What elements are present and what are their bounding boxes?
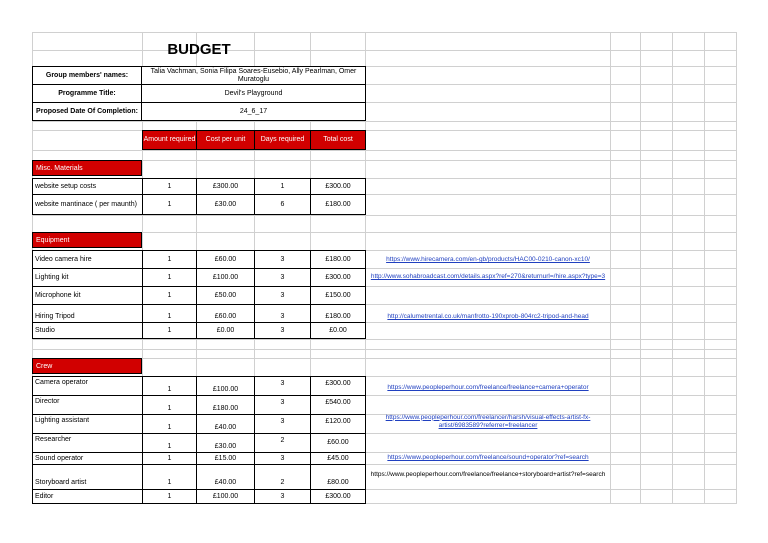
equipment-total[interactable]: £300.00 [310, 268, 366, 287]
grid-line [32, 121, 736, 122]
page-title: BUDGET [167, 40, 231, 58]
crew-total[interactable]: £60.00 [310, 433, 366, 453]
crew-total[interactable]: £300.00 [310, 376, 366, 396]
crew-cost[interactable]: £30.00 [196, 433, 255, 453]
grid-line [32, 215, 736, 216]
crew-amount[interactable]: 1 [142, 395, 197, 415]
equipment-item[interactable]: Video camera hire [32, 250, 143, 269]
grid-line [704, 32, 705, 504]
equipment-amount[interactable]: 1 [142, 250, 197, 269]
crew-days[interactable]: 2 [254, 433, 311, 453]
equipment-cost[interactable]: £0.00 [196, 322, 255, 339]
date-value[interactable]: 24_6_17 [141, 102, 366, 121]
crew-link[interactable]: https://www.peopleperhour.com/freelance/freelance+storyboard+artist?ref=search [370, 471, 606, 478]
grid-line [640, 32, 641, 504]
header-days: Days required [254, 130, 311, 150]
crew-total[interactable]: £80.00 [310, 464, 366, 490]
grid-line [32, 50, 736, 51]
grid-line [32, 339, 736, 340]
misc-item[interactable]: website setup costs [32, 178, 143, 195]
crew-item[interactable]: Sound operator [32, 452, 143, 465]
crew-amount[interactable]: 1 [142, 376, 197, 396]
equipment-link[interactable]: http://www.sohabroadcast.com/details.aspx?ref=270&returnurl=/hire.aspx?type=3 [370, 273, 606, 280]
header-amount: Amount required [142, 130, 197, 150]
misc-cost[interactable]: £300.00 [196, 178, 255, 195]
crew-amount[interactable]: 1 [142, 452, 197, 465]
crew-amount[interactable]: 1 [142, 489, 197, 504]
equipment-amount[interactable]: 1 [142, 268, 197, 287]
crew-link[interactable]: https://www.peopleperhour.com/freelance/sound+operator?ref=search [387, 454, 589, 461]
equipment-days[interactable]: 3 [254, 286, 311, 305]
misc-amount[interactable]: 1 [142, 178, 197, 195]
grid-line [32, 150, 736, 151]
crew-link[interactable]: https://www.peopleperhour.com/freelance/freelance+camera+operator [387, 384, 589, 391]
grid-line [32, 130, 736, 131]
misc-days[interactable]: 6 [254, 194, 311, 215]
equipment-amount[interactable]: 1 [142, 322, 197, 339]
crew-days[interactable]: 3 [254, 489, 311, 504]
equipment-total[interactable]: £180.00 [310, 250, 366, 269]
crew-amount[interactable]: 1 [142, 414, 197, 434]
grid-line [32, 349, 736, 350]
crew-cost[interactable]: £180.00 [196, 395, 255, 415]
equipment-total[interactable]: £0.00 [310, 322, 366, 339]
equipment-total[interactable]: £180.00 [310, 304, 366, 323]
crew-days[interactable]: 3 [254, 395, 311, 415]
crew-item[interactable]: Storyboard artist [32, 464, 143, 490]
crew-cost[interactable]: £100.00 [196, 489, 255, 504]
equipment-amount[interactable]: 1 [142, 286, 197, 305]
crew-cost[interactable]: £40.00 [196, 464, 255, 490]
equipment-link[interactable]: http://calumetrental.co.uk/manfrotto-190xprob-804rc2-tripod-and-head [387, 313, 589, 320]
section-misc: Misc. Materials [32, 160, 142, 176]
equipment-item[interactable]: Microphone kit [32, 286, 143, 305]
crew-total[interactable]: £300.00 [310, 489, 366, 504]
equipment-total[interactable]: £150.00 [310, 286, 366, 305]
crew-days[interactable]: 3 [254, 452, 311, 465]
equipment-cost[interactable]: £50.00 [196, 286, 255, 305]
grid-line [736, 32, 737, 504]
crew-total[interactable]: £120.00 [310, 414, 366, 434]
equipment-days[interactable]: 3 [254, 268, 311, 287]
section-equipment: Equipment [32, 232, 142, 248]
misc-cost[interactable]: £30.00 [196, 194, 255, 215]
programme-value[interactable]: Devil's Playground [141, 84, 366, 103]
crew-cost[interactable]: £100.00 [196, 376, 255, 396]
equipment-item[interactable]: Studio [32, 322, 143, 339]
crew-amount[interactable]: 1 [142, 464, 197, 490]
equipment-item[interactable]: Lighting kit [32, 268, 143, 287]
section-crew: Crew [32, 358, 142, 374]
equipment-link[interactable]: https://www.hirecamera.com/en-gb/products/HAC00-0210-canon-xc10/ [386, 256, 590, 263]
crew-days[interactable]: 3 [254, 414, 311, 434]
misc-days[interactable]: 1 [254, 178, 311, 195]
misc-amount[interactable]: 1 [142, 194, 197, 215]
equipment-amount[interactable]: 1 [142, 304, 197, 323]
crew-item[interactable]: Lighting assistant [32, 414, 143, 434]
grid-line [610, 32, 611, 504]
grid-line [32, 32, 736, 33]
programme-label: Programme Title: [32, 84, 142, 103]
crew-link[interactable]: https://www.peopleperhour.com/freelancer/harsh/visual-effects-artist-fx-artist/6983589?referrer=freelancer [385, 413, 591, 429]
crew-item[interactable]: Editor [32, 489, 143, 504]
equipment-item[interactable]: Hiring Tripod [32, 304, 143, 323]
members-label: Group members' names: [32, 66, 142, 85]
crew-item[interactable]: Researcher [32, 433, 143, 453]
crew-cost[interactable]: £40.00 [196, 414, 255, 434]
crew-amount[interactable]: 1 [142, 433, 197, 453]
misc-item[interactable]: website mantinace ( per maunth) [32, 194, 143, 215]
equipment-days[interactable]: 3 [254, 250, 311, 269]
equipment-days[interactable]: 3 [254, 304, 311, 323]
members-value[interactable]: Talia Vachman, Sonia Filipa Soares-Eusebio, Ally Pearlman, Omer Muratoglu [141, 66, 366, 85]
header-total: Total cost [310, 130, 366, 150]
equipment-cost[interactable]: £60.00 [196, 250, 255, 269]
misc-total[interactable]: £180.00 [310, 194, 366, 215]
date-label: Proposed Date Of Completion: [32, 102, 142, 121]
crew-item[interactable]: Camera operator [32, 376, 143, 396]
misc-total[interactable]: £300.00 [310, 178, 366, 195]
crew-days[interactable]: 3 [254, 376, 311, 396]
crew-total[interactable]: £540.00 [310, 395, 366, 415]
equipment-cost[interactable]: £60.00 [196, 304, 255, 323]
crew-item[interactable]: Director [32, 395, 143, 415]
equipment-cost[interactable]: £100.00 [196, 268, 255, 287]
equipment-days[interactable]: 3 [254, 322, 311, 339]
crew-cost[interactable]: £15.00 [196, 452, 255, 465]
crew-days[interactable]: 2 [254, 464, 311, 490]
header-cost: Cost per unit [196, 130, 255, 150]
crew-total[interactable]: £45.00 [310, 452, 366, 465]
grid-line [672, 32, 673, 504]
